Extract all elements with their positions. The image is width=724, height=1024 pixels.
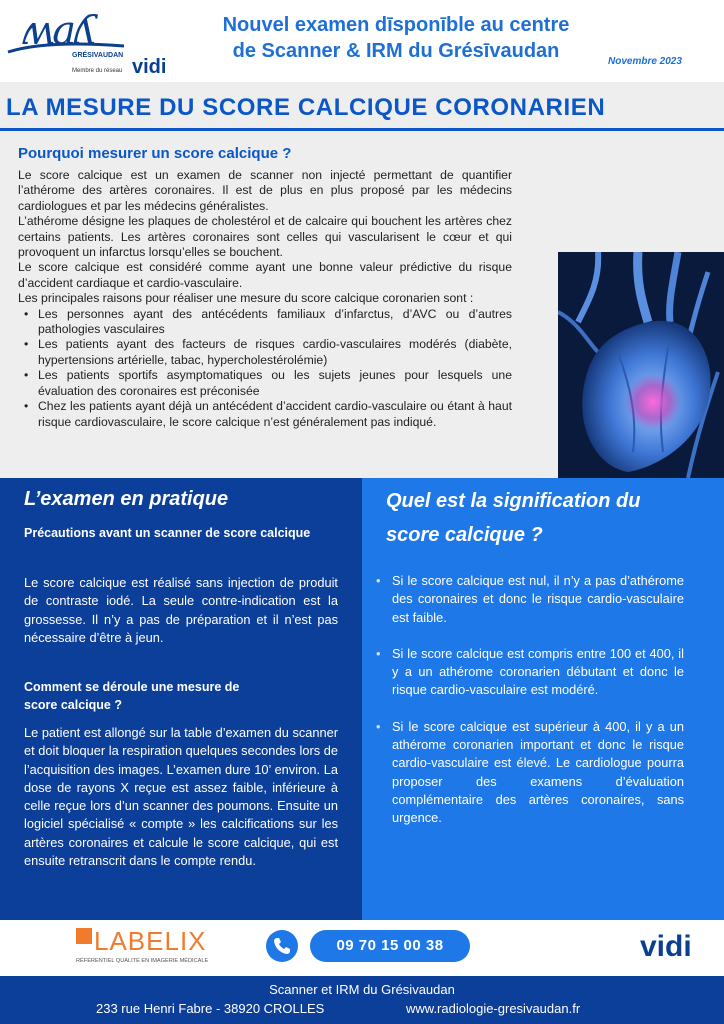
mav-logo [6,8,186,78]
header [0,0,724,82]
title-divider [0,128,724,131]
page-title: LA MESURE DU SCORE CALCIQUE CORONARIEN [6,94,606,121]
intro-paragraph: Les principales raisons pour réaliser une mesure du score calcique coronarien sont : [18,291,474,306]
list-item: • Les personnes ayant des antécédents familiaux d’infarctus, d’AVC ou d’autres pathologies vasculaires [18,307,512,338]
practice-title: L’examen en pratique [24,488,229,510]
header-title-line1: Nouvel examen dīsponīble au centre [222,14,570,36]
header-title-line2: de Scanner & IRM du Grésīvaudan [232,40,560,62]
header-title [196,12,596,64]
phone-icon[interactable] [266,930,298,962]
heart-icon [558,252,724,478]
meaning-title-line2: score calcique ? [386,524,543,546]
intro-paragraph: Le score calcique est considéré comme ayant une bonne valeur prédictive du risque d’accident cardiaque et cardio-vasculaire. [18,260,512,290]
intro-text [18,168,512,430]
list-item: • Si le score calcique est nul, il n’y a pas d’athérome des coronaires et donc le risque cardio-vasculaire est faible. [374,572,684,627]
intro-question: Pourquoi mesurer un score calcique ? [18,145,292,162]
logo-vidi: vidi [132,56,167,78]
intro-paragraph: Le score calcique est un examen de scanner non injecté permettant de quantifier l’athérome des artères coronaires. Il est de plus en plus proposé par les médecins cardiologues et par les médecins généralistes. [18,168,512,213]
meaning-list [374,572,684,846]
logo-member-text: Membre du réseau [72,68,123,74]
labelix-subtitle: RÉFÉRENTIEL QUALITÉ EN IMAGERIE MÉDICALE [76,958,209,964]
intro-paragraph: L’athérome désigne les plaques de cholestérol et de calcaire qui bouchent les artères chez certains patients. Les artères coronaires sont celles qui vascularisent le cœur et qui provoquent un infarctus lorsqu’elles se bouchent. [18,214,512,260]
list-item: • Chez les patients ayant déjà un antécédent d’accident cardio-vasculaire ou étant à haut risque cardiovasculaire, le score calcique n’est généralement pas indiqué. [18,399,512,430]
vidi-logo: vidi [640,930,692,963]
labelix-name: LABELIX [94,926,207,956]
center-name: Scanner et IRM du Grésivaudan [269,982,455,997]
heart-illustration [558,252,724,478]
phone-glyph-icon [266,930,298,962]
procedure-heading: Comment se déroule une mesure de score calcique ? [24,680,240,712]
logo-subtitle: GRÉSIVAUDAN [72,52,124,59]
list-item: • Si le score calcique est compris entre 100 et 400, il y a un athérome coronarien débutant et donc le risque cardio-vasculaire est modéré. [374,645,684,700]
phone-number[interactable]: 09 70 15 00 38 [310,930,470,962]
list-item: • Les patients sportifs asymptomatiques ou les sujets jeunes pour lesquels une évaluation des coronaires est préconisée [18,368,512,399]
logo-script-mark: ʍaʎ [20,8,95,54]
meaning-title [386,484,706,552]
website-link[interactable]: www.radiologie-gresivaudan.fr [406,1001,581,1016]
labelix-logo [76,928,226,970]
list-item: • Si le score calcique est supérieur à 400, il y a un athérome coronarien important et donc le risque cardio-vasculaire est élevé. Le cardiologue pourra proposer des examens d’évaluation complémentaire des artères coronaires, sans urgence. [374,718,684,828]
header-date: Novembre 2023 [608,56,682,67]
reasons-list [18,307,512,430]
procedure-text: Le patient est allongé sur la table d’examen du scanner et doit bloquer la respiration quelques secondes lors de l’acquisition des images. L’examen dure 10’ environ. La dose de rayons X reçue est assez faible, inférieure à celle reçue lors d’un scanner des poumons. Ensuite un logiciel spécialisé « compte » les calcifications sur les artères coronaires et calcule le score calcique, qui est ensuite retranscrit dans le compte rendu. [24,725,338,869]
precautions-text: Le score calcique est réalisé sans injection de produit de contraste iodé. La seule contre-indication est la grossesse. Il n’y a pas de préparation et il n’est pas nécessaire d’être à jeun. [24,575,338,645]
meaning-title-line1: Quel est la signification du [386,490,641,512]
list-item: • Les patients ayant des facteurs de risques cardio-vasculaires modérés (diabète, hypertensions artérielle, tabac, hypercholestérolémie) [18,337,512,368]
address: 233 rue Henri Fabre - 38920 CROLLES [96,1001,325,1016]
precautions-heading: Précautions avant un scanner de score calcique [24,526,311,540]
labelix-mark-icon [76,928,92,944]
